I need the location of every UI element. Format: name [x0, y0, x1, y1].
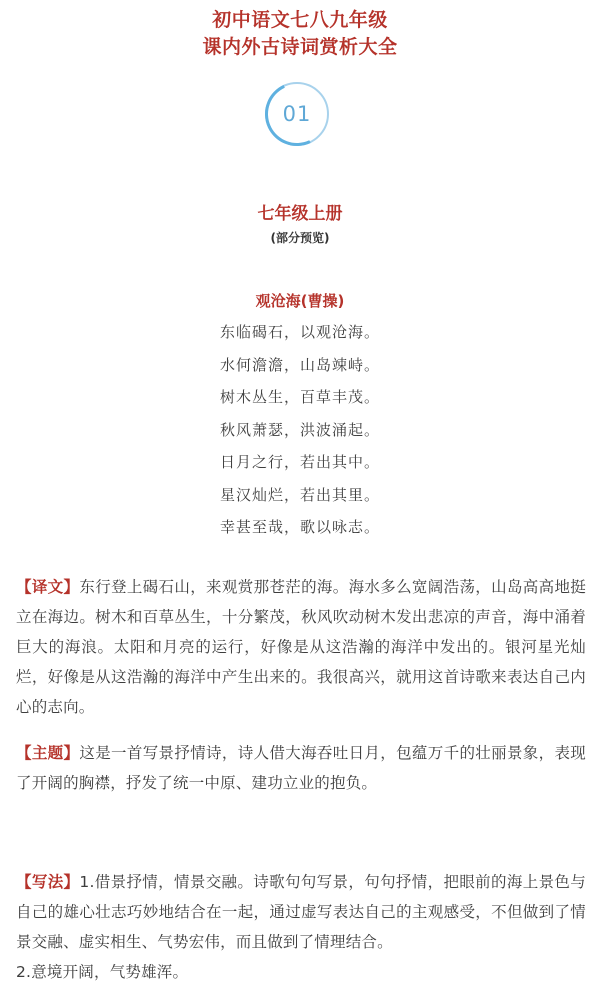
poem-line: 水何澹澹，山岛竦峙。 [219, 355, 380, 374]
method-item-2: 2.意境开阔，气势雄浑。 [16, 963, 189, 981]
theme-paragraph [16, 738, 586, 798]
theme-tag: 【主题】 [16, 744, 80, 762]
method-tag: 【写法】 [16, 873, 80, 891]
badge-ring-decoration [256, 73, 338, 155]
poem-line: 东临碣石，以观沧海。 [219, 323, 380, 341]
section-subtitle: (部分预览) [270, 231, 330, 245]
document-title-line2: 课内外古诗词赏析大全 [202, 36, 398, 58]
section-number: 01 [282, 102, 312, 126]
method-paragraph [16, 867, 586, 987]
poem-line: 星汉灿烂，若出其里。 [219, 485, 380, 504]
theme-text: 这是一首写景抒情诗，诗人借大海吞吐日月，包蕴万千的壮丽景象，表现了开阔的胸襟，抒发了统一中原、建功立业的抱负。 [16, 744, 586, 792]
translation-paragraph [16, 572, 586, 722]
poem-line: 秋风萧瑟，洪波涌起。 [219, 420, 380, 439]
document-title-line1: 初中语文七八九年级 [212, 9, 388, 31]
translation-text: 东行登上碣石山，来观赏那苍茫的海。海水多么宽阔浩荡，山岛高高地挺立在海边。树木和百草丛生，十分繁茂，秋风吹动树木发出悲凉的声音，海中涌着巨大的海浪。太阳和月亮的运行，好像是从这浩瀚的海洋中发出的。银河星光灿烂，好像是从这浩瀚的海洋中产生出来的。我很高兴，就用这首诗歌来表达自己内心的志向。 [16, 578, 586, 716]
poem-line: 幸甚至哉，歌以咏志。 [219, 518, 380, 536]
method-item-1: 1.借景抒情，情景交融。诗歌句句写景，句句抒情，把眼前的海上景色与自己的雄心壮志巧妙地结合在一起，通过虚写表达自己的主观感受，不但做到了情景交融、虚实相生、气势宏伟，而且做到了情理结合。 [16, 873, 586, 951]
poem-line: 日月之行，若出其中。 [219, 453, 380, 471]
poem-title: 观沧海(曹操) [255, 292, 345, 310]
poem-line: 树木丛生，百草丰茂。 [219, 388, 380, 406]
translation-tag: 【译文】 [16, 578, 80, 596]
document-title [0, 0, 600, 61]
poem-body [0, 318, 600, 546]
section-number-badge [265, 82, 329, 146]
section-title: 七年级上册 [257, 204, 343, 224]
